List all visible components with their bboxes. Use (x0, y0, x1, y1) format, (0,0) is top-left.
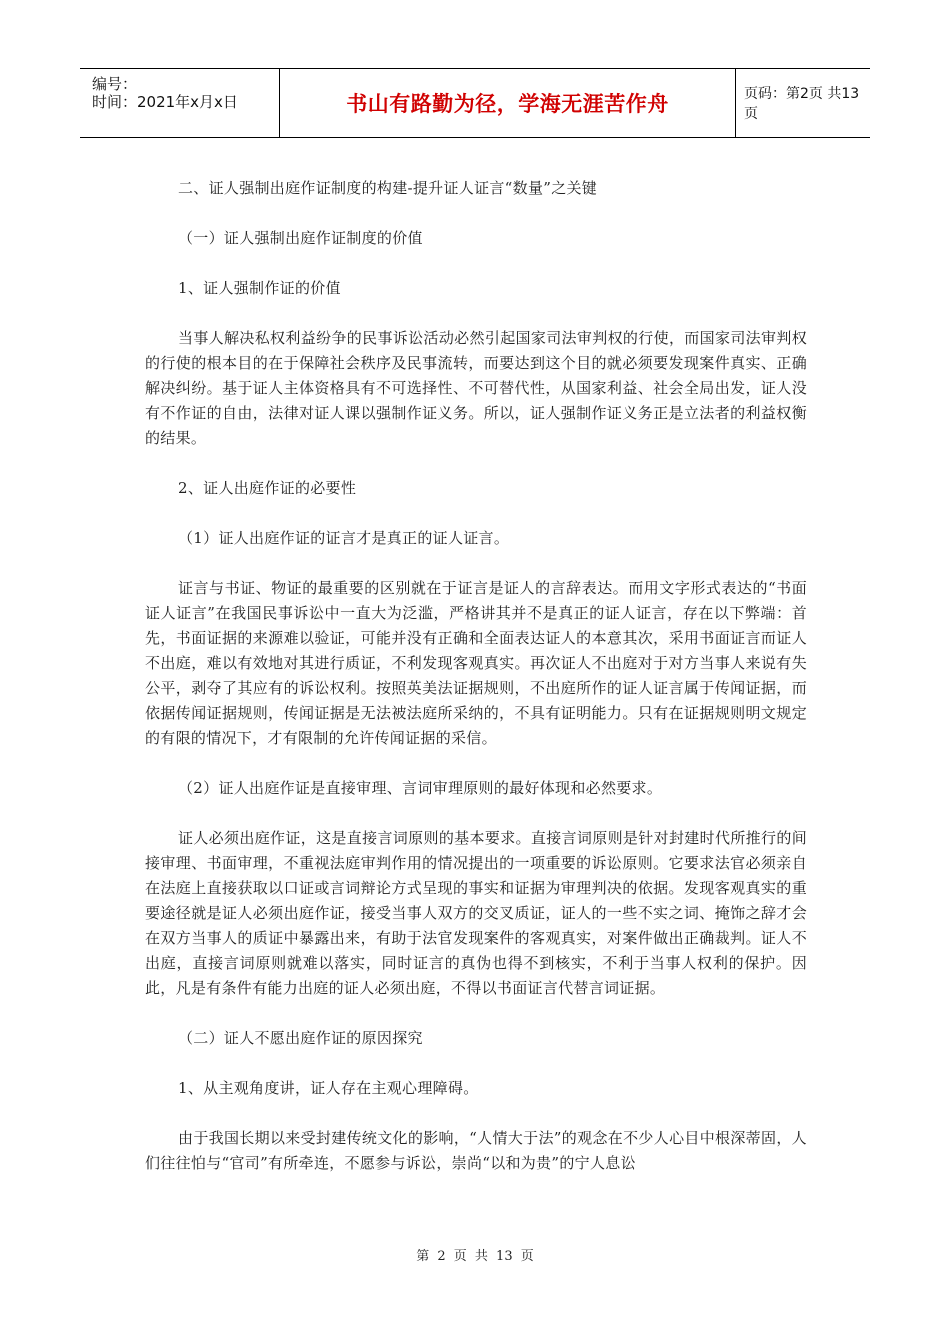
motto-text: 书山有路勤为径，学海无涯苦作舟 (346, 92, 669, 116)
body-paragraph: 证言与书证、物证的最重要的区别就在于证言是证人的言辞表达。而用文字形式表达的“书面证人证言”在我国民事诉讼中一直大为泛滥，严格讲其并不是真正的证人证言，存在以下弊端：首先，书面证据的来源难以验证，可能并没有正确和全面表达证人的本意其次，采用书面证言而证人不出庭，难以有效地对其进行质证，不利发现客观真实。再次证人不出庭对于对方当事人来说有失公平，剥夺了其应有的诉讼权利。按照英美法证据规则，不出庭所作的证人证言属于传闻证据，而依据传闻证据规则，传闻证据是无法被法庭所采纳的，不具有证明能力。只有在证据规则明文规定的有限的情况下，才有限制的允许传闻证据的采信。 (145, 579, 807, 747)
header-meta-cell (80, 69, 280, 137)
page-info: 页码：第2页 共13页 (744, 86, 860, 122)
serial-number-label: 编号： (92, 75, 138, 93)
heading-point-1b: 1、从主观角度讲，证人存在主观心理障碍。 (178, 1079, 479, 1097)
heading-subsection-2: （二）证人不愿出庭作证的原因探究 (178, 1029, 423, 1047)
body-paragraph: 当事人解决私权利益纷争的民事诉讼活动必然引起国家司法审判权的行使，而国家司法审判权的行使的根本目的在于保障社会秩序及民事流转，而要达到这个目的就必须要发现案件真实、正确解决纠纷。基于证人主体资格具有不可选择性、不可替代性，从国家利益、社会全局出发，证人没有不作证的自由，法律对证人课以强制作证义务。所以，证人强制作证义务正是立法者的利益权衡的结果。 (145, 329, 807, 447)
body-paragraph: 由于我国长期以来受封建传统文化的影响，“人情大于法”的观念在不少人心目中根深蒂固，人们往往怕与“官司”有所牵连，不愿参与诉讼，崇尚“以和为贵”的宁人息讼 (145, 1129, 807, 1172)
header-motto-cell (280, 69, 736, 137)
date-line: 时间：2021年x月x日 (92, 93, 238, 111)
heading-section-2: 二、证人强制出庭作证制度的构建-提升证人证言“数量”之关键 (178, 179, 598, 197)
body-paragraph: 证人必须出庭作证，这是直接言词原则的基本要求。直接言词原则是针对封建时代所推行的间接审理、书面审理，不重视法庭审判作用的情况提出的一项重要的诉讼原则。它要求法官必须亲自在法庭上直接获取以口证或言词辩论方式呈现的事实和证据为审理判决的依据。发现客观真实的重要途径就是证人必须出庭作证，接受当事人双方的交叉质证，证人的一些不实之词、掩饰之辞才会在双方当事人的质证中暴露出来，有助于法官发现案件的客观真实，对案件做出正确裁判。证人不出庭，直接言词原则就难以落实，同时证言的真伪也得不到核实，不利于当事人权利的保护。因此，凡是有条件有能力出庭的证人必须出庭，不得以书面证言代替言词证据。 (145, 829, 807, 997)
heading-point-1: 1、证人强制作证的价值 (178, 279, 341, 297)
page-footer: 第 2 页 共 13 页 (416, 1249, 534, 1264)
heading-item-1: （1）证人出庭作证的证言才是真正的证人证言。 (178, 529, 510, 547)
heading-subsection-1: （一）证人强制出庭作证制度的价值 (178, 229, 423, 247)
document-header (80, 68, 870, 138)
document-body (145, 176, 807, 1176)
heading-point-2: 2、证人出庭作证的必要性 (178, 479, 357, 497)
heading-item-2: （2）证人出庭作证是直接审理、言词审理原则的最好体现和必然要求。 (178, 779, 663, 797)
